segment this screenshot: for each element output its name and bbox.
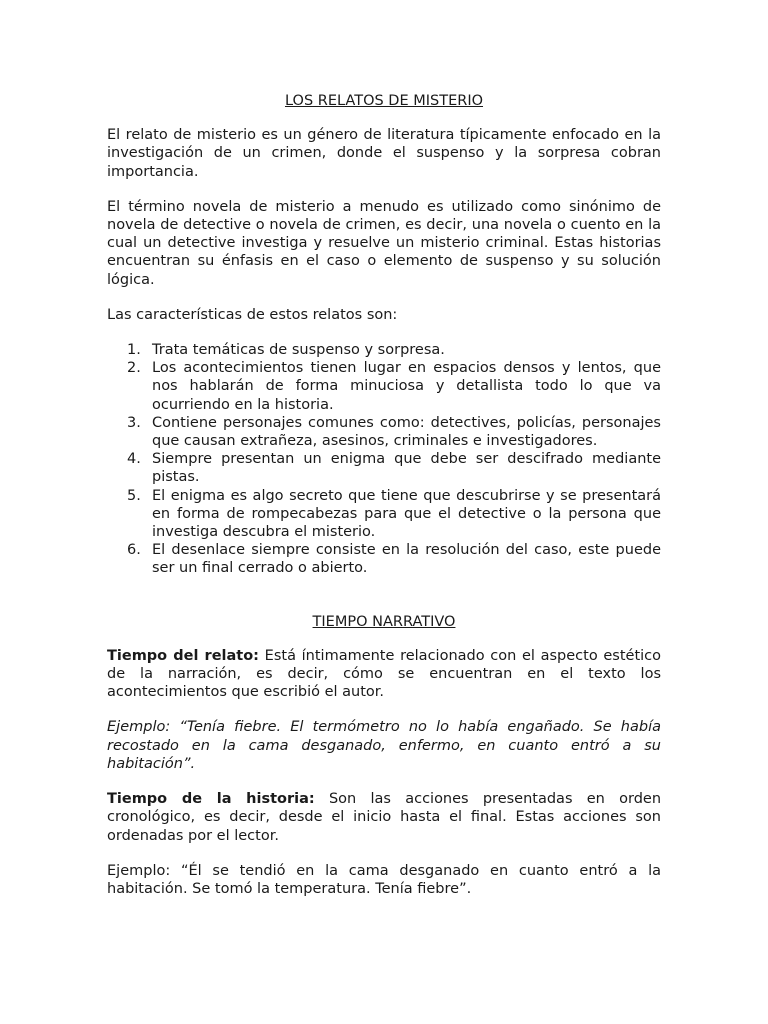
list-number: 3. [127, 414, 141, 431]
tiempo-relato-text: Está íntimamente relacionado con el aspecto estético de la narración, es decir, cómo se encuentran en el texto los acontecimientos que escribió el autor. [107, 647, 662, 701]
list-item [107, 487, 661, 542]
list-item [107, 341, 661, 359]
tiempo-relato-label: Tiempo del relato: [107, 647, 259, 664]
list-item-text: Siempre presentan un enigma que debe ser descifrado mediante pistas. [152, 451, 661, 486]
list-item [107, 414, 661, 450]
list-item [107, 359, 661, 414]
section-title-tiempo-narrativo: TIEMPO NARRATIVO [312, 613, 456, 630]
tiempo-historia-label: Tiempo de la historia: [107, 791, 315, 808]
document-page [107, 92, 661, 898]
list-item-text: Contiene personajes comunes como: detectives, policías, personajes que causan extrañeza, asesinos, criminales e investigadores. [152, 414, 661, 450]
intro-paragraph: El relato de misterio es un género de literatura típicamente enfocado en la investigación de un crimen, donde el suspenso y la sorpresa cobran importancia. [107, 127, 661, 180]
list-item-text: El enigma es algo secreto que tiene que descubrirse y se presentará en forma de rompecabezas para que el detective o la persona que investiga descubra el misterio. [152, 487, 661, 541]
list-item-text: Trata temáticas de suspenso y sorpresa. [152, 342, 445, 359]
document-title: LOS RELATOS DE MISTERIO [284, 93, 484, 109]
list-number: 1. [127, 342, 141, 359]
list-number: 5. [127, 487, 141, 504]
tiempo-historia-paragraph [107, 790, 661, 845]
list-number: 4. [127, 451, 141, 468]
definition-paragraph: El término novela de misterio a menudo es utilizado como sinónimo de novela de detective o novela de crimen, es decir, una novela o cuento en la cual un detective investiga y resuelve un misterio criminal. Estas historias encuentran su énfasis en el caso o elemento de suspenso y su solución lógica. [107, 198, 661, 288]
example-two: Ejemplo: “Él se tendió en la cama desganado en cuanto entró a la habitación. Se tomó la temperatura. Tenía fiebre”. [107, 862, 661, 897]
tiempo-historia-text: Son las acciones presentadas en orden cronológico, es decir, desde el inicio hasta el final. Estas acciones son ordenadas por el lector. [107, 791, 662, 844]
characteristics-intro: Las características de estos relatos son: [107, 306, 398, 323]
list-item-text: Los acontecimientos tienen lugar en espacios densos y lentos, que nos hablarán de forma minuciosa y detallista todo lo que va ocurriendo en la historia. [152, 360, 661, 413]
list-number: 6. [127, 542, 141, 559]
example-one: Ejemplo: “Tenía fiebre. El termómetro no lo había engañado. Se había recostado en la cama desganado, enfermo, en cuanto entró a su habitación”. [107, 719, 661, 772]
list-item-text: El desenlace siempre consiste en la resolución del caso, este puede ser un final cerrado o abierto. [152, 542, 661, 577]
tiempo-relato-paragraph [107, 647, 661, 702]
list-item [107, 450, 661, 486]
characteristics-list [107, 341, 661, 578]
list-item [107, 541, 661, 577]
list-number: 2. [127, 360, 141, 377]
